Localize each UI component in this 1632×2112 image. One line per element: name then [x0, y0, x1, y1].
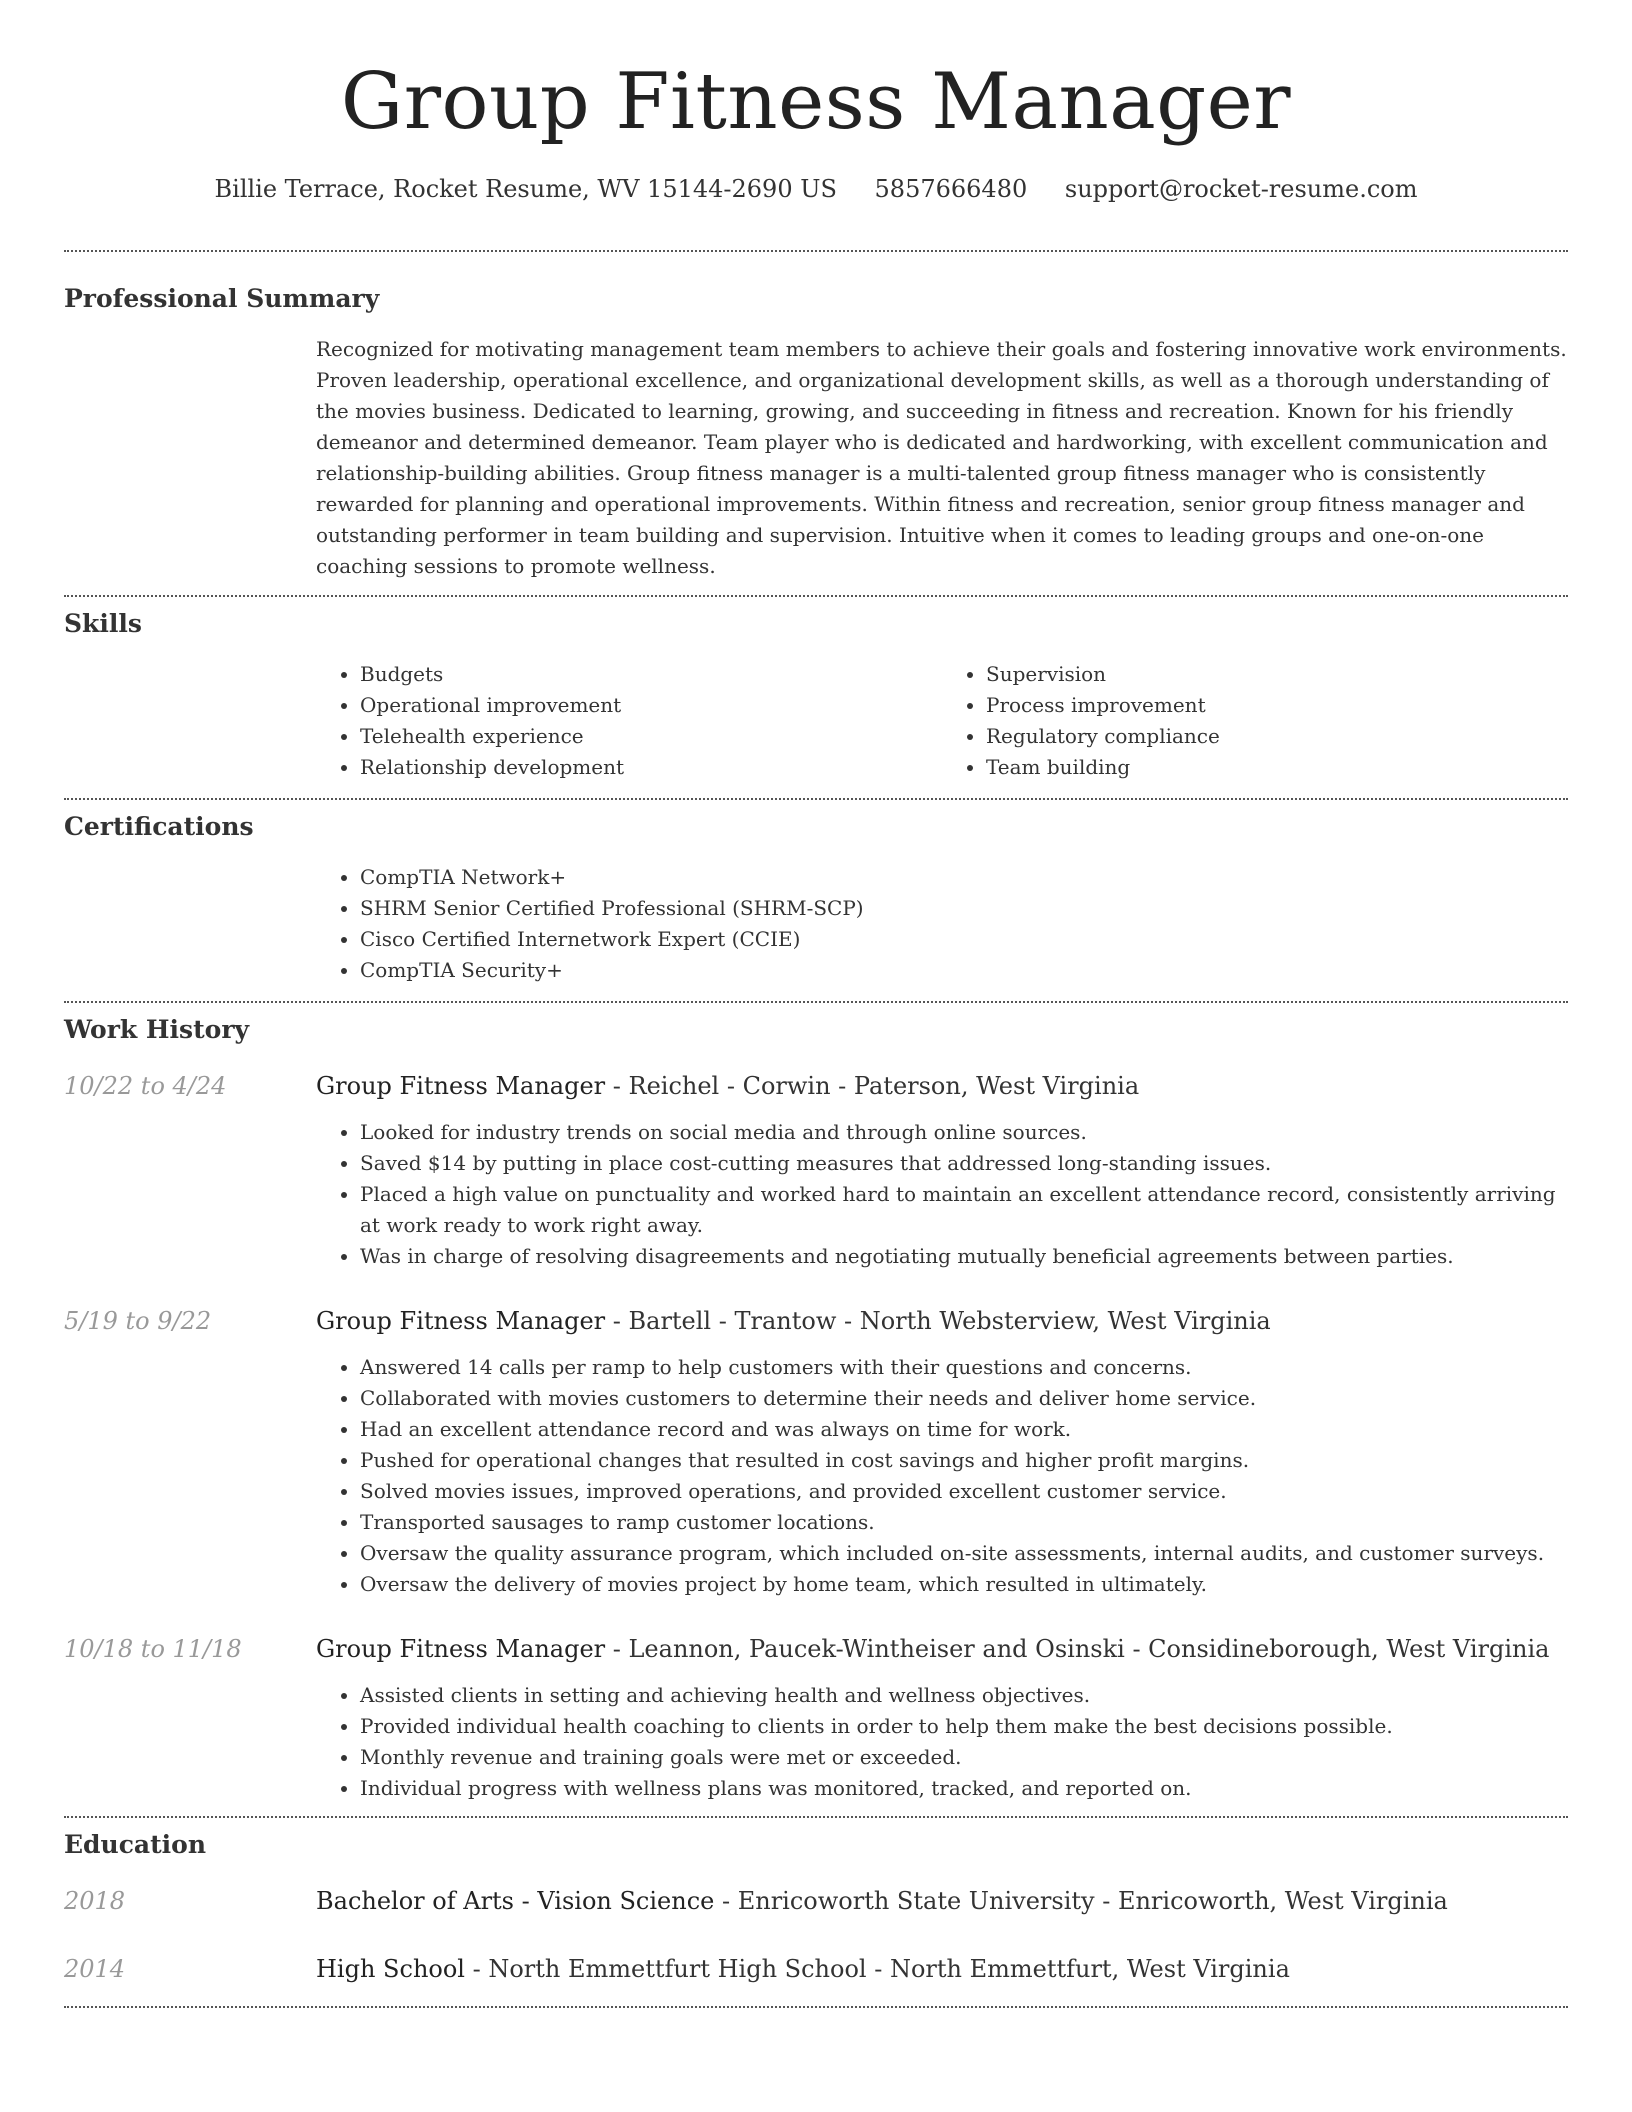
education-title: Education	[64, 1830, 207, 1859]
job-bullet: • Oversaw the delivery of movies project by home team, which resulted in ultimately.	[360, 1569, 1568, 1600]
contact-phone: 5857666480	[874, 175, 1028, 203]
job-bullet: • Saved $14 by putting in place cost-cutting measures that addressed long-standing issues.	[360, 1148, 1568, 1179]
education-details: - Enricoworth State University - Enricoworth, West Virginia	[714, 1887, 1448, 1915]
job-role: Group Fitness Manager	[316, 1635, 606, 1663]
job-header	[64, 1632, 1568, 1666]
job-title	[316, 1069, 1139, 1103]
skill-item: • Process improvement	[986, 690, 1568, 721]
summary-body	[316, 334, 1568, 582]
contact-line	[64, 172, 1568, 206]
education-entry	[64, 1884, 1568, 1918]
education-date: 2018	[64, 1887, 126, 1915]
job-body	[316, 1680, 1568, 1804]
education-degree: High School	[316, 1955, 465, 1983]
job-bullet: • Assisted clients in setting and achieving health and wellness objectives.	[360, 1680, 1568, 1711]
job-bullet: • Transported sausages to ramp customer locations.	[360, 1507, 1568, 1538]
skill-item: • Relationship development	[360, 752, 942, 783]
job-bullet: • Provided individual health coaching to clients in order to help them make the best decisions possible.	[360, 1711, 1568, 1742]
job-body	[316, 1117, 1568, 1272]
divider	[64, 250, 1568, 252]
certification-item: • CompTIA Security+	[360, 955, 1568, 986]
job-bullet: • Individual progress with wellness plans was monitored, tracked, and reported on.	[360, 1773, 1568, 1804]
job-bullet: • Oversaw the quality assurance program, which included on-site assessments, internal audits, and customer surveys.	[360, 1538, 1568, 1569]
job-body	[316, 1352, 1568, 1600]
summary-text: Recognized for motivating management team members to achieve their goals and fostering innovative work environments. Proven leadership, operational excellence, and organizational development skills, as well as a thorough understanding of the movies business. Dedicated to learning, growing, and succeeding in fitness and recreation. Known for his friendly demeanor and determined demeanor. Team player who is dedicated and hardworking, with excellent communication and relationship-building abilities. Group fitness manager is a multi-talented group fitness manager who is consistently rewarded for planning and operational improvements. Within fitness and recreation, senior group fitness manager and outstanding performer in team building and supervision. Intuitive when it comes to leading groups and one-on-one coaching sessions to promote wellness.	[316, 337, 1567, 578]
job-entry	[64, 1632, 1568, 1804]
job-details: - Reichel - Corwin - Paterson, West Virginia	[605, 1072, 1140, 1100]
certifications-title: Certifications	[64, 812, 254, 841]
education-section	[64, 1828, 1568, 1986]
job-date: 10/22 to 4/24	[64, 1072, 227, 1100]
job-bullet: • Solved movies issues, improved operations, and provided excellent customer service.	[360, 1476, 1568, 1507]
job-details: - Bartell - Trantow - North Websterview, West Virginia	[605, 1307, 1271, 1335]
job-bullets	[316, 1352, 1568, 1600]
skills-list-left	[316, 659, 942, 783]
education-details: - North Emmettfurt High School - North Emmettfurt, West Virginia	[464, 1955, 1290, 1983]
work-title: Work History	[64, 1015, 250, 1044]
job-bullet: • Collaborated with movies customers to determine their needs and deliver home service.	[360, 1383, 1568, 1414]
certifications-list	[316, 862, 1568, 986]
contact-email: support@rocket-resume.com	[1064, 175, 1418, 203]
job-bullet: • Had an excellent attendance record and was always on time for work.	[360, 1414, 1568, 1445]
education-title-line	[316, 1884, 1448, 1918]
job-bullet: • Looked for industry trends on social media and through online sources.	[360, 1117, 1568, 1148]
work-section	[64, 1013, 1568, 1804]
job-title	[316, 1304, 1271, 1338]
job-header	[64, 1304, 1568, 1338]
job-bullets	[316, 1117, 1568, 1272]
skills-grid	[316, 659, 1568, 783]
contact-address: Billie Terrace, Rocket Resume, WV 15144-2690 US	[214, 175, 837, 203]
job-header	[64, 1069, 1568, 1103]
job-bullet: • Pushed for operational changes that resulted in cost savings and higher profit margins.	[360, 1445, 1568, 1476]
certifications-section	[64, 810, 1568, 986]
job-entry	[64, 1069, 1568, 1272]
education-title-line	[316, 1952, 1290, 1986]
skills-section	[64, 607, 1568, 783]
divider	[64, 1816, 1568, 1818]
job-bullet: • Answered 14 calls per ramp to help customers with their questions and concerns.	[360, 1352, 1568, 1383]
job-date: 5/19 to 9/22	[64, 1307, 212, 1335]
skill-item: • Telehealth experience	[360, 721, 942, 752]
job-date: 10/18 to 11/18	[64, 1635, 242, 1663]
job-bullet: • Monthly revenue and training goals were met or exceeded.	[360, 1742, 1568, 1773]
job-entry	[64, 1304, 1568, 1600]
certifications-body	[316, 862, 1568, 986]
skill-item: • Supervision	[986, 659, 1568, 690]
job-details: - Leannon, Paucek-Wintheiser and Osinski - Considineborough, West Virginia	[605, 1635, 1550, 1663]
job-title	[316, 1632, 1549, 1666]
job-role: Group Fitness Manager	[316, 1072, 606, 1100]
job-bullet: • Placed a high value on punctuality and worked hard to maintain an excellent attendance record, consistently arriving at work ready to work right away.	[360, 1179, 1568, 1241]
job-bullets	[316, 1680, 1568, 1804]
skill-item: • Budgets	[360, 659, 942, 690]
certification-item: • CompTIA Network+	[360, 862, 1568, 893]
education-entry	[64, 1952, 1568, 1986]
divider	[64, 595, 1568, 597]
divider	[64, 1001, 1568, 1003]
divider	[64, 798, 1568, 800]
job-bullet: • Was in charge of resolving disagreements and negotiating mutually beneficial agreements between parties.	[360, 1241, 1568, 1272]
skills-title: Skills	[64, 609, 142, 638]
education-degree: Bachelor of Arts - Vision Science	[316, 1887, 715, 1915]
skills-list-right	[942, 659, 1568, 783]
certification-item: • SHRM Senior Certified Professional (SHRM-SCP)	[360, 893, 1568, 924]
summary-title: Professional Summary	[64, 284, 380, 313]
skill-item: • Team building	[986, 752, 1568, 783]
divider	[64, 2006, 1568, 2008]
skill-item: • Operational improvement	[360, 690, 942, 721]
job-role: Group Fitness Manager	[316, 1307, 606, 1335]
education-date: 2014	[64, 1955, 126, 1983]
resume-name: Group Fitness Manager	[340, 57, 1292, 147]
certification-item: • Cisco Certified Internetwork Expert (CCIE)	[360, 924, 1568, 955]
summary-section	[64, 282, 1568, 582]
skill-item: • Regulatory compliance	[986, 721, 1568, 752]
